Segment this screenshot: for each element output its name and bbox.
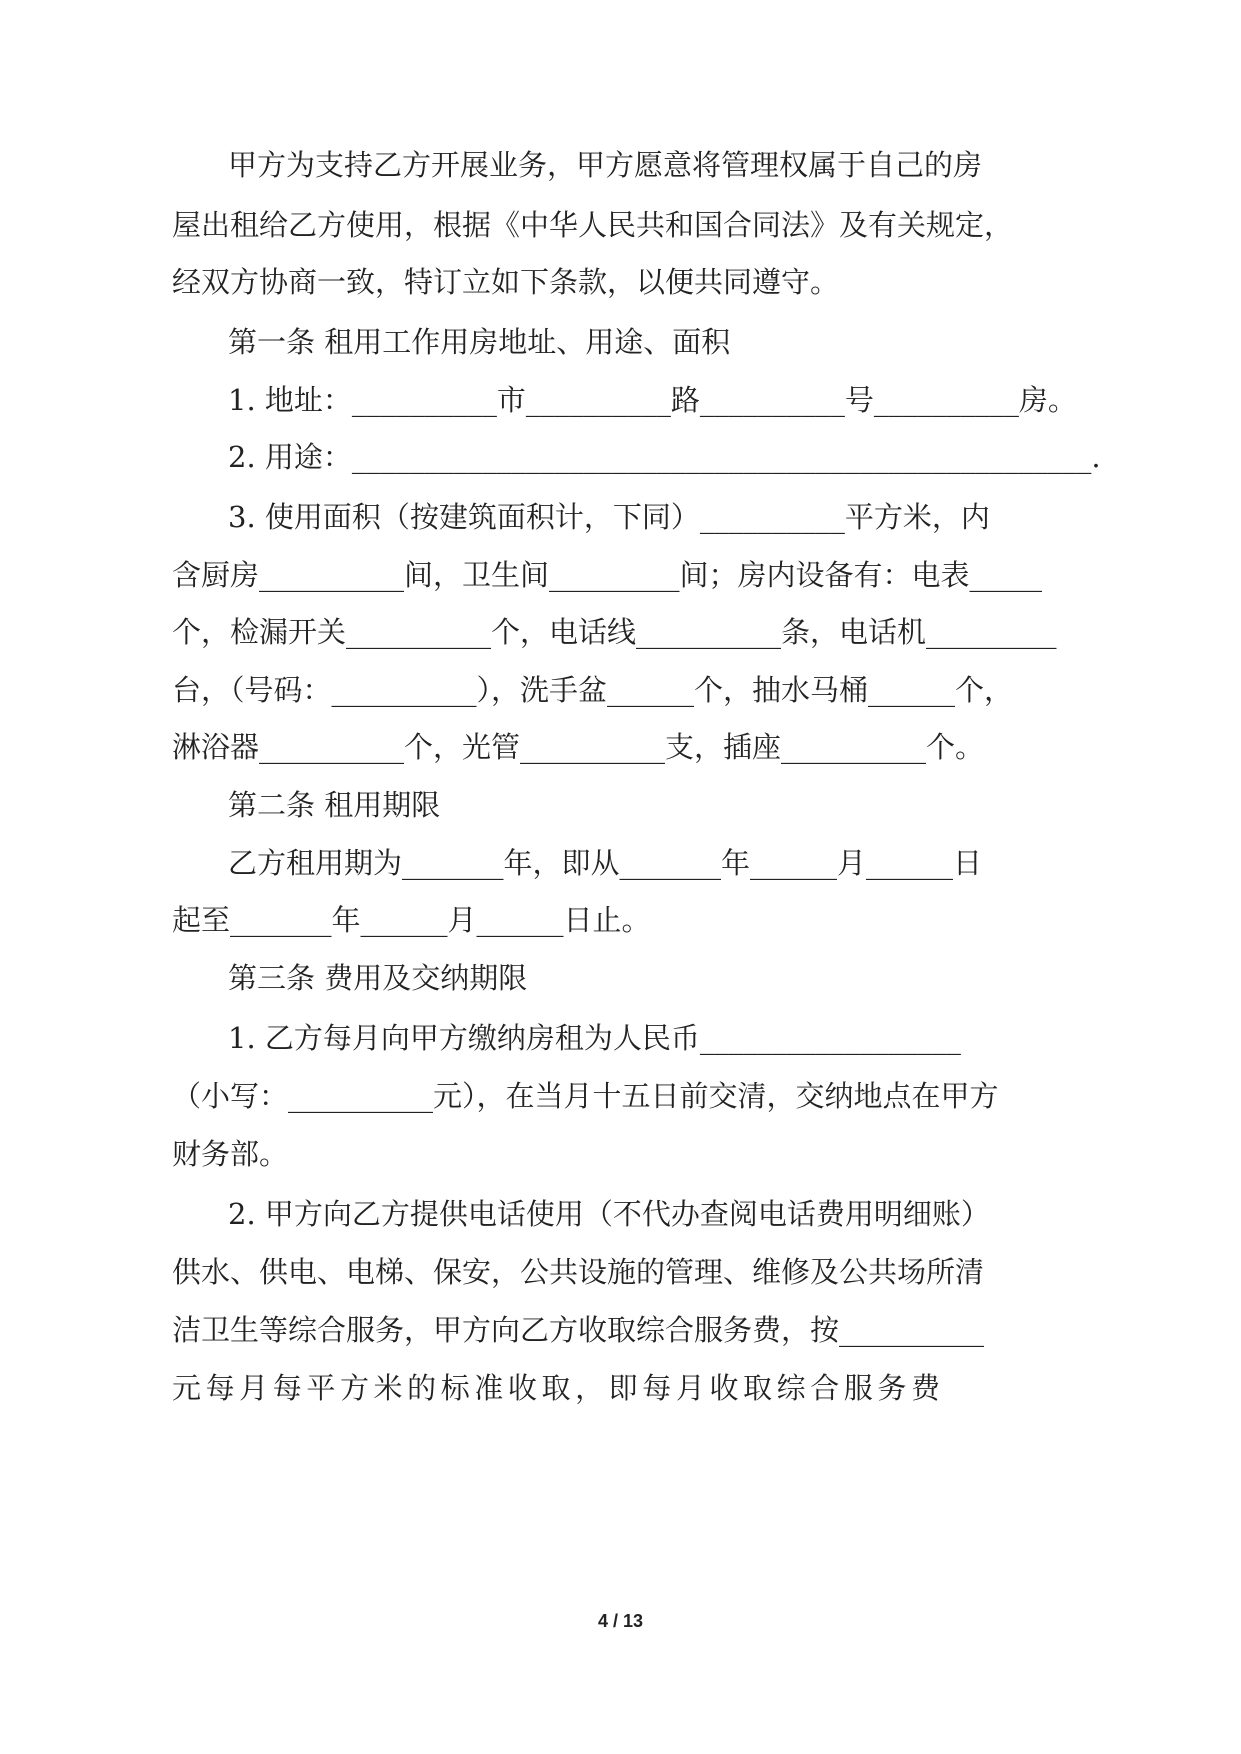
rent-line-1: 1. 乙方每月向甲方缴纳房租为人民币__________________ [228,1021,961,1055]
address-line: 1. 地址：__________市__________路__________号__________房。 [228,383,1077,417]
rent-line-2: （小写：__________元），在当月十五日前交清，交纳地点在甲方 [172,1079,999,1113]
service-line-3: 洁卫生等综合服务，甲方向乙方收取综合服务费，按__________ [172,1313,985,1347]
service-line-4: 元每月每平方米的标准收取，即每月收取综合服务费 [172,1371,940,1405]
area-line-1: 3. 使用面积（按建筑面积计，下同）__________平方米，内 [228,500,990,534]
area-line-5: 淋浴器__________个，光管__________支，插座__________个。 [172,730,985,764]
service-line-1: 2. 甲方向乙方提供电话使用（不代办查阅电话费用明细账） [228,1197,990,1231]
article-3-heading: 第三条 费用及交纳期限 [228,961,528,995]
area-line-4: 台，（号码：__________），洗手盆______个，抽水马桶______个， [172,673,1014,707]
term-line-1: 乙方租用期为_______年，即从_______年______月______日 [228,846,983,880]
usage-line: 2. 用途：___________________________________________________. [228,440,1101,474]
term-line-2: 起至_______年______月______日止。 [172,903,651,937]
intro-line-3: 经双方协商一致，特订立如下条款，以便共同遵守。 [172,265,840,299]
area-line-3: 个，检漏开关__________个，电话线__________条，电话机_________ [172,615,1057,649]
area-line-2: 含厨房__________间，卫生间_________间；房内设备有：电表_____ [172,558,1043,592]
page-number: 4 / 13 [597,1611,644,1631]
intro-line-1: 甲方为支持乙方开展业务，甲方愿意将管理权属于自己的房 [228,148,983,182]
intro-line-2: 屋出租给乙方使用，根据《中华人民共和国合同法》及有关规定， [172,208,1014,242]
rent-line-3: 财务部。 [172,1137,289,1171]
service-line-2: 供水、供电、电梯、保安，公共设施的管理、维修及公共场所清 [172,1255,985,1289]
article-1-heading: 第一条 租用工作用房地址、用途、面积 [228,325,731,359]
article-2-heading: 第二条 租用期限 [228,788,441,822]
